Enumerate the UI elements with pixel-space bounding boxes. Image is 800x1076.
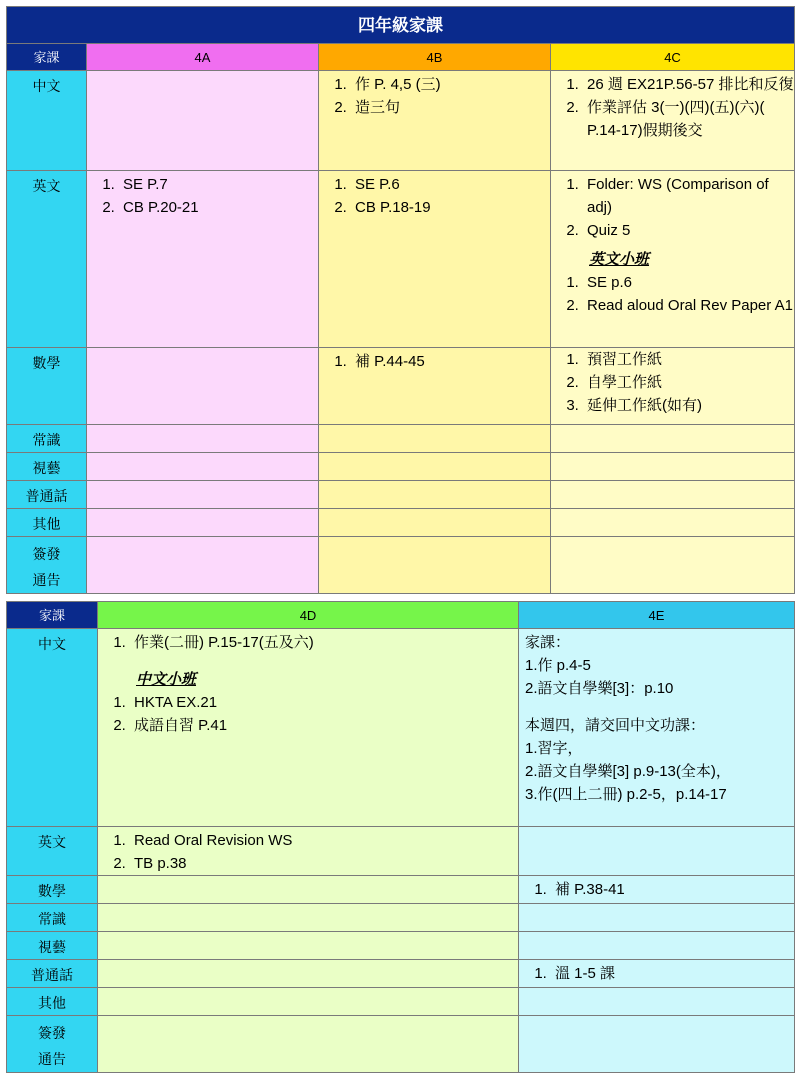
list-item: 2. CB P.18-19 [351, 196, 550, 219]
cell-4d-va [98, 932, 519, 960]
cell-4e-gs [519, 904, 795, 932]
homework-table-4de [6, 601, 795, 1073]
subject-others: 其他 [7, 509, 87, 537]
subject-visual-arts: 視藝 [7, 932, 98, 960]
text-line: 本週四，請交回中文功課： [525, 717, 706, 734]
cell-4a-gs [87, 425, 319, 453]
cell-4c-english [551, 171, 795, 348]
list-item: 1. SE P.7 [119, 173, 318, 196]
list-item: 1. 補 P.44-45 [351, 350, 550, 373]
cell-4e-chinese [519, 629, 795, 827]
cell-4d-circulars [98, 1016, 519, 1073]
subject-circulars [7, 537, 87, 594]
cell-4d-pth [98, 960, 519, 988]
cell-4c-gs [551, 425, 795, 453]
subject-line: 簽發 [38, 1025, 66, 1041]
cell-4a-chinese [87, 71, 319, 171]
cell-4c-va [551, 453, 795, 481]
cell-4a-circulars [87, 537, 319, 594]
cell-4e-va [519, 932, 795, 960]
list-item: 2. Quiz 5 [583, 219, 794, 242]
cell-4a-math [87, 348, 319, 425]
cell-4a-english [87, 171, 319, 348]
cell-4c-circulars [551, 537, 795, 594]
cell-4d-english [98, 827, 519, 876]
list-item: 2. CB P.20-21 [119, 196, 318, 219]
subject-putonghua: 普通話 [7, 960, 98, 988]
subject-math: 數學 [7, 348, 87, 425]
cell-4b-chinese [319, 71, 551, 171]
list-item: 1. SE P.6 [351, 173, 550, 196]
cell-4e-others [519, 988, 795, 1016]
header-4c: 4C [551, 44, 795, 71]
cell-4c-others [551, 509, 795, 537]
subject-others: 其他 [7, 988, 98, 1016]
cell-4a-va [87, 453, 319, 481]
text-line: 3.作(四上二冊) p.2-5，p.14-17 [525, 786, 727, 803]
header-4e: 4E [519, 602, 795, 629]
subject-line: 通告 [38, 1051, 66, 1067]
subject-line: 簽發 [32, 546, 61, 562]
list-item: 1. 溫 1-5 課 [551, 962, 794, 985]
header-4b: 4B [319, 44, 551, 71]
subject-general-studies: 常識 [7, 425, 87, 453]
cell-4a-pth [87, 481, 319, 509]
text-line: 家課： [525, 634, 571, 651]
cell-4e-english [519, 827, 795, 876]
list-item: 2. 作業評估 3(一)(四)(五)(六)( P.14-17)假期後交 [583, 96, 794, 142]
list-item: 1. HKTA EX.21 [130, 691, 518, 714]
list-item: 1. 預習工作紙 [583, 348, 794, 371]
subject-chinese: 中文 [7, 71, 87, 171]
subject-math: 數學 [7, 876, 98, 904]
cell-4a-others [87, 509, 319, 537]
subject-english: 英文 [7, 827, 98, 876]
cell-4c-pth [551, 481, 795, 509]
cell-4d-others [98, 988, 519, 1016]
list-item: 1. Read Oral Revision WS [130, 829, 518, 852]
text-line: 1.習字， [525, 740, 583, 757]
subject-putonghua: 普通話 [7, 481, 87, 509]
list-item: 2. 成語自習 P.41 [130, 714, 518, 737]
subject-circulars [7, 1016, 98, 1073]
list-item: 1. 補 P.38-41 [551, 878, 794, 901]
list-item: 1. Folder: WS (Comparison of adj) [583, 173, 794, 219]
list-item: 2. Read aloud Oral Rev Paper A1 [583, 294, 794, 317]
text-line: 2.語文自學樂[3] p.9-13(全本)， [525, 763, 731, 780]
subject-chinese: 中文 [7, 629, 98, 827]
list-item: 2. TB p.38 [130, 852, 518, 875]
header-4d: 4D [98, 602, 519, 629]
cell-4d-gs [98, 904, 519, 932]
list-item: 1. 26 週 EX21P.56-57 排比和反復 [583, 73, 794, 96]
header-subject: 家課 [7, 602, 98, 629]
cell-4b-english [319, 171, 551, 348]
subject-visual-arts: 視藝 [7, 453, 87, 481]
subject-line: 通告 [32, 572, 61, 588]
text-line: 1.作 p.4-5 [525, 657, 591, 674]
cell-4b-circulars [319, 537, 551, 594]
header-subject: 家課 [7, 44, 87, 71]
cell-4e-pth [519, 960, 795, 988]
list-item: 2. 自學工作紙 [583, 371, 794, 394]
cell-4d-math [98, 876, 519, 904]
list-item: 1. 作 P. 4,5 (三) [351, 73, 550, 96]
list-item: 1. SE p.6 [583, 271, 794, 294]
cell-4e-math [519, 876, 795, 904]
cell-4c-chinese [551, 71, 795, 171]
cell-4b-math [319, 348, 551, 425]
subject-general-studies: 常識 [7, 904, 98, 932]
homework-table-4abc [6, 6, 795, 594]
subject-english: 英文 [7, 171, 87, 348]
cell-4b-pth [319, 481, 551, 509]
page-title: 四年級家課 [7, 7, 795, 44]
cell-4c-math [551, 348, 795, 425]
cell-4e-circulars [519, 1016, 795, 1073]
subsection-title: 中文小班 [136, 671, 197, 688]
cell-4b-others [319, 509, 551, 537]
text-line: 2.語文自學樂[3]：p.10 [525, 680, 674, 697]
cell-4b-va [319, 453, 551, 481]
header-4a: 4A [87, 44, 319, 71]
list-item: 1. 作業(二冊) P.15-17(五及六) [130, 631, 518, 654]
list-item: 2. 造三句 [351, 96, 550, 119]
cell-4b-gs [319, 425, 551, 453]
cell-4d-chinese [98, 629, 519, 827]
list-item: 3. 延伸工作紙(如有) [583, 394, 794, 417]
subsection-title: 英文小班 [589, 251, 650, 268]
